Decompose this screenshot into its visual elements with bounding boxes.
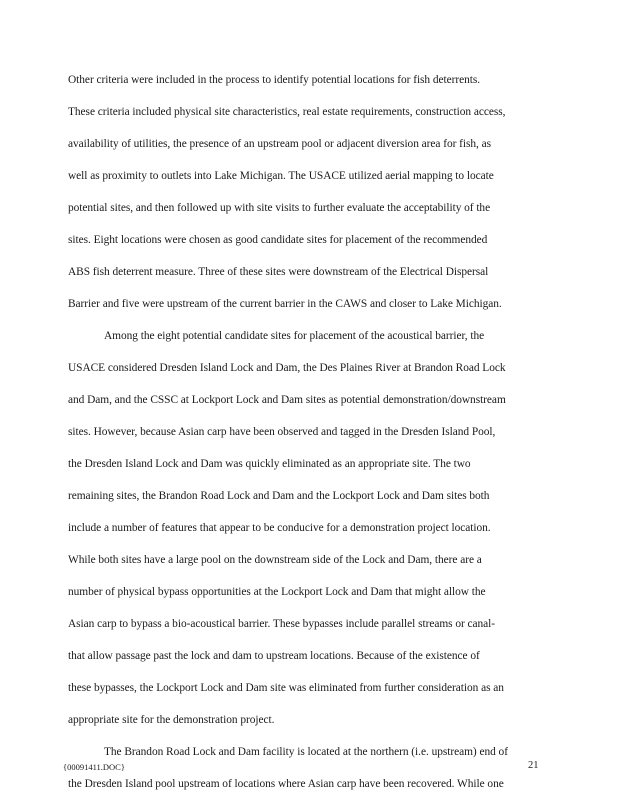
text-line-13: the Dresden Island Lock and Dam was quickly eliminated as an appropriate site. The two (68, 458, 471, 470)
text-line-14: remaining sites, the Brandon Road Lock and Dam and the Lockport Lock and Dam sites both (68, 490, 490, 502)
text-line-22: The Brandon Road Lock and Dam facility is located at the northern (i.e. upstream) end of (104, 746, 508, 758)
text-line-17: number of physical bypass opportunities at the Lockport Lock and Dam that might allow the (68, 586, 486, 598)
text-line-21: appropriate site for the demonstration project. (68, 714, 275, 726)
text-line-12: sites. However, because Asian carp have been observed and tagged in the Dresden Island Pool, (68, 426, 496, 438)
text-line-8: Barrier and five were upstream of the current barrier in the CAWS and closer to Lake Michigan. (68, 298, 502, 310)
text-line-7: ABS fish deterrent measure. Three of these sites were downstream of the Electrical Dispersal (68, 266, 489, 278)
text-line-11: and Dam, and the CSSC at Lockport Lock and Dam sites as potential demonstration/downstream (68, 394, 506, 406)
text-line-23: the Dresden Island pool upstream of locations where Asian carp have been recovered. While one (68, 778, 504, 790)
text-line-4: well as proximity to outlets into Lake Michigan. The USACE utilized aerial mapping to locate (68, 170, 494, 182)
text-line-20: these bypasses, the Lockport Lock and Dam site was eliminated from further consideration as an (68, 682, 504, 694)
text-line-5: potential sites, and then followed up with site visits to further evaluate the acceptability of the (68, 202, 491, 214)
text-line-6: sites. Eight locations were chosen as good candidate sites for placement of the recommended (68, 234, 488, 246)
text-line-10: USACE considered Dresden Island Lock and Dam, the Des Plaines River at Brandon Road Lock (68, 362, 506, 374)
page-number: 21 (528, 760, 539, 771)
text-line-16: While both sites have a large pool on the downstream side of the Lock and Dam, there are a (68, 554, 482, 566)
text-line-2: These criteria included physical site characteristics, real estate requirements, construction access, (68, 106, 506, 118)
text-line-18: Asian carp to bypass a bio-acoustical barrier. These bypasses include parallel streams or canal- (68, 618, 496, 630)
text-line-3: availability of utilities, the presence of an upstream pool or adjacent diversion area for fish, as (68, 138, 492, 150)
text-line-15: include a number of features that appear to be conducive for a demonstration project location. (68, 522, 491, 534)
footer-doc-id: {00091411.DOC} (63, 762, 125, 772)
text-line-1: Other criteria were included in the process to identify potential locations for fish deterrents. (68, 74, 481, 86)
text-line-19: that allow passage past the lock and dam to upstream locations. Because of the existence of (68, 650, 480, 662)
text-line-9: Among the eight potential candidate sites for placement of the acoustical barrier, the (104, 330, 485, 342)
